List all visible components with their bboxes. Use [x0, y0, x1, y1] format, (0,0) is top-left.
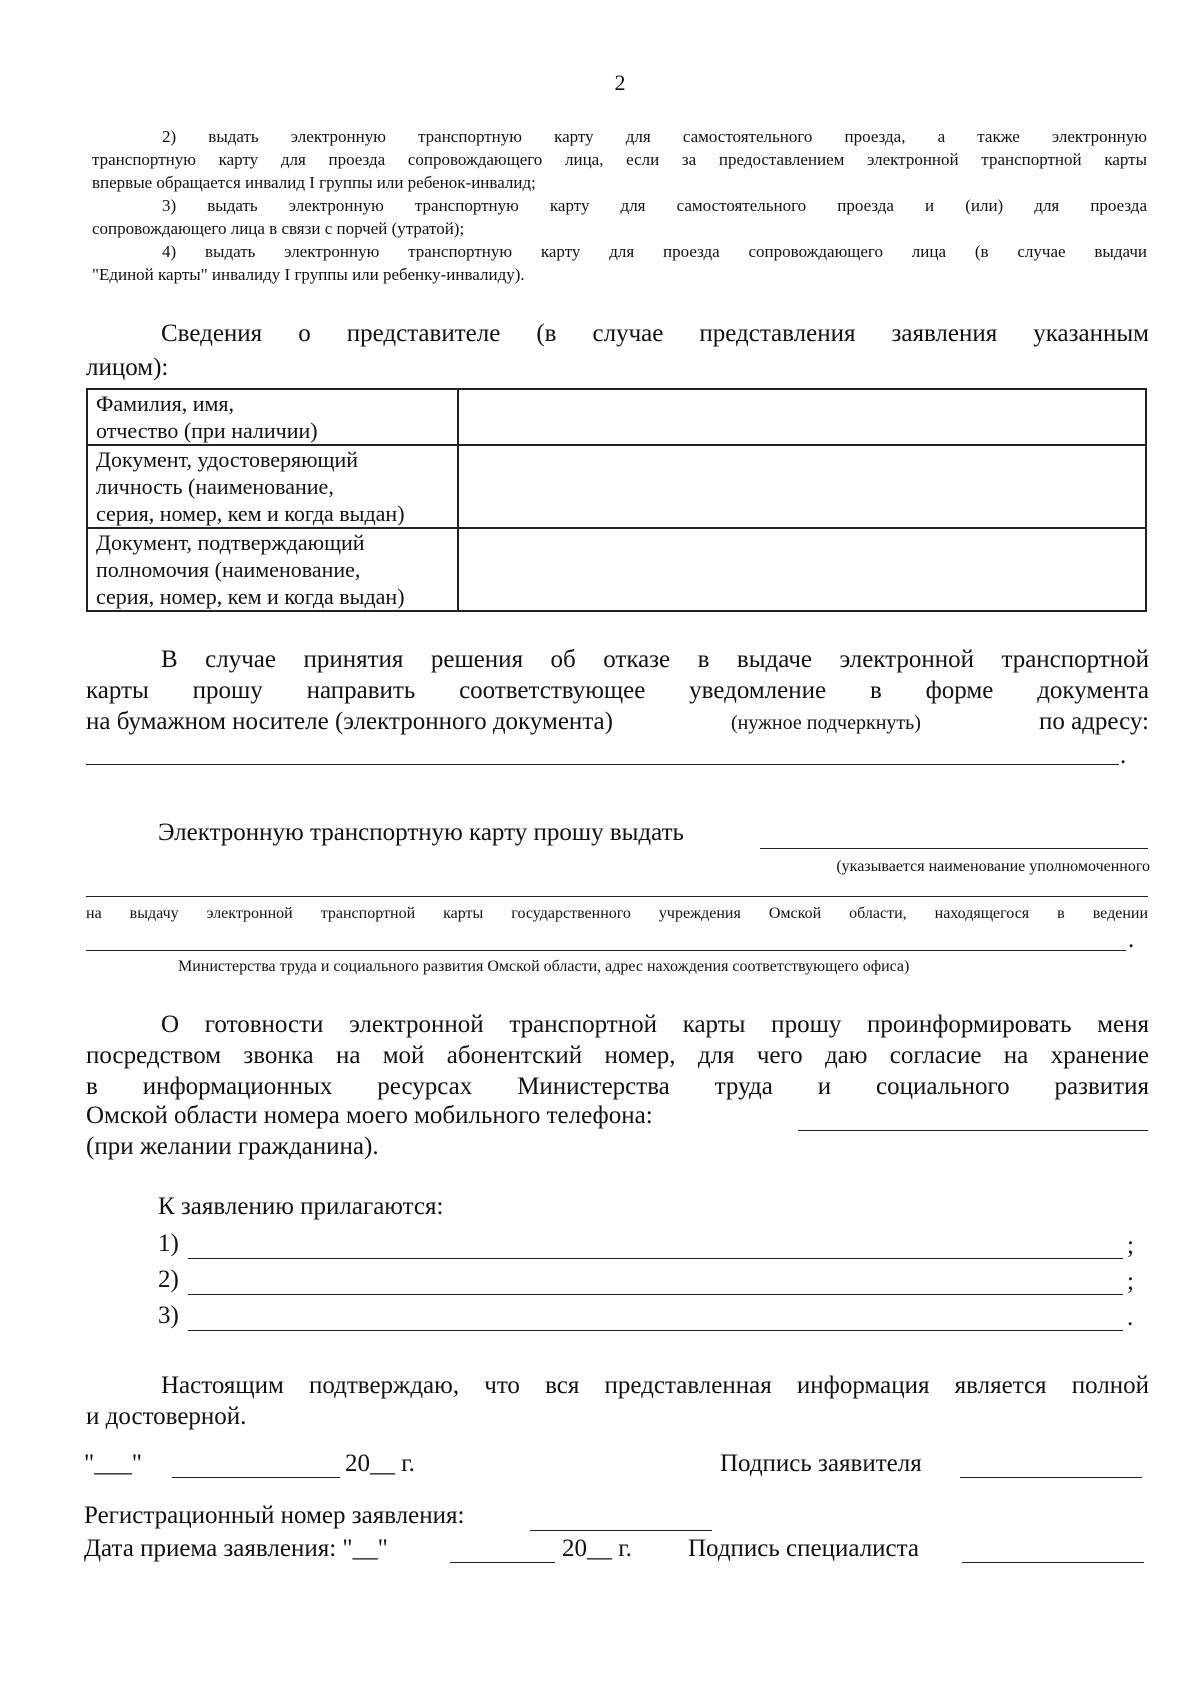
refusal-line3: на бумажном носителе (электронного документа) (нужное подчеркнуть) по адресу:: [86, 706, 1149, 739]
refusal-line1: В случае принятия решения об отказе в выдаче электронной транспортной: [161, 646, 1149, 673]
attachment-input-3[interactable]: [188, 1330, 1123, 1331]
underline-hint: (нужное подчеркнуть): [731, 712, 921, 734]
representative-table: [86, 388, 1147, 612]
option-4-line2: "Единой карты" инвалиду I группы или ребенку-инвалиду).: [92, 265, 525, 284]
reg-number-label: Регистрационный номер заявления:: [84, 1502, 465, 1529]
phone-line5: (при желании гражданина).: [86, 1133, 379, 1160]
row-label-identity-doc: Документ, удостоверяющий личность (наименование, серия, номер, кем и когда выдан): [87, 445, 458, 528]
refusal-line2: карты прошу направить соответствующее уведомление в форме документа: [86, 677, 1149, 704]
reg-number-line[interactable]: [530, 1530, 712, 1531]
option-4-line1: 4) выдать электронную транспортную карту для проезда сопровождающего лица (в случае выдачи: [162, 242, 1147, 261]
issue-office-line-2[interactable]: [86, 896, 1148, 897]
representative-heading-end: лицом):: [86, 354, 169, 381]
option-2-line1: 2) выдать электронную транспортную карту для самостоятельного проезда, а также электронную: [162, 127, 1147, 146]
page-number: 2: [614, 70, 626, 95]
date-year: 20__ г.: [345, 1450, 415, 1477]
specialist-signature-line[interactable]: [962, 1562, 1144, 1563]
row-value-authority-doc[interactable]: [458, 528, 1146, 611]
option-3-line1: 3) выдать электронную транспортную карту для самостоятельного проезда и (или) для проезда: [162, 196, 1147, 215]
address-end: .: [1120, 742, 1127, 769]
table-row: [87, 445, 1146, 528]
phone-input-line[interactable]: [798, 1130, 1148, 1131]
attachments-heading: К заявлению прилагаются:: [158, 1193, 444, 1220]
issue-hint-2: на выдачу электронной транспортной карты государственного учреждения Омской области, находящегося в ведении: [86, 905, 1148, 922]
option-3-line2: сопровождающего лица в связи с порчей (утратой);: [92, 219, 465, 238]
option-2-line2: транспортную карту для проезда сопровождающего лица, если за предоставлением электронной транспортной карты: [92, 150, 1147, 169]
attachment-num-2: 2): [158, 1266, 179, 1293]
phone-line3: в информационных ресурсах Министерства труда и социального развития: [86, 1073, 1149, 1100]
attachment-num-1: 1): [158, 1230, 179, 1257]
row-value-identity-doc[interactable]: [458, 445, 1146, 528]
table-row: [87, 528, 1146, 611]
intake-month-line[interactable]: [450, 1562, 555, 1563]
date-month-line[interactable]: [172, 1477, 340, 1478]
issue-hint-3: Министерства труда и социального развития Омской области, адрес нахождения соответствующего офиса): [178, 958, 910, 975]
address-input-line[interactable]: [86, 764, 1119, 765]
attachment-num-3: 3): [158, 1302, 179, 1329]
attachment-end-2: ;: [1127, 1268, 1134, 1295]
options-list: [92, 125, 1147, 286]
date-day: "___": [84, 1450, 142, 1477]
intake-year: 20__ г.: [562, 1535, 632, 1562]
row-label-authority-doc: Документ, подтверждающий полномочия (наименование, серия, номер, кем и когда выдан): [87, 528, 458, 611]
option-2-line3: впервые обращается инвалид I группы или ребенок-инвалид;: [92, 173, 536, 192]
issue-end: .: [1128, 926, 1135, 953]
representative-heading: Сведения о представителе (в случае представления заявления указанным: [161, 320, 1149, 347]
confirm-line2: и достоверной.: [86, 1403, 247, 1430]
phone-line4: Омской области номера моего мобильного телефона:: [86, 1102, 653, 1129]
confirm-line1: Настоящим подтверждаю, что вся представленная информация является полной: [161, 1372, 1149, 1399]
issue-office-line-3[interactable]: [86, 950, 1126, 951]
attachment-input-1[interactable]: [188, 1258, 1123, 1259]
specialist-signature-label: Подпись специалиста: [688, 1535, 919, 1562]
attachment-end-1: ;: [1127, 1232, 1134, 1259]
issue-office-line[interactable]: [760, 848, 1148, 849]
issue-hint-1: (указывается наименование уполномоченного: [836, 858, 1150, 875]
phone-line2: посредством звонка на мой абонентский номер, для чего даю согласие на хранение: [86, 1042, 1149, 1069]
attachment-input-2[interactable]: [188, 1294, 1123, 1295]
applicant-signature-line[interactable]: [960, 1477, 1142, 1478]
intake-date-label: Дата приема заявления: "__": [84, 1535, 388, 1562]
issue-lead: Электронную транспортную карту прошу выдать: [158, 819, 684, 846]
row-label-name: Фамилия, имя, отчество (при наличии): [87, 389, 458, 445]
attachment-end-3: .: [1127, 1304, 1134, 1331]
phone-line1: О готовности электронной транспортной карты прошу проинформировать меня: [161, 1011, 1149, 1038]
table-row: [87, 389, 1146, 445]
row-value-name[interactable]: [458, 389, 1146, 445]
applicant-signature-label: Подпись заявителя: [720, 1450, 922, 1477]
